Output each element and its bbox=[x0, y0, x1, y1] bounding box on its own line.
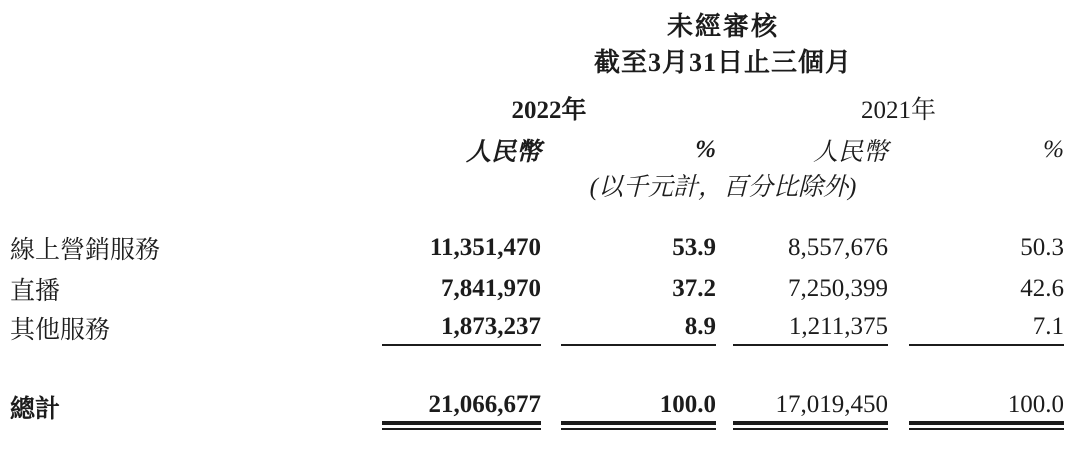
table-row bbox=[0, 227, 1080, 268]
row-label: 其他服務 bbox=[10, 317, 111, 344]
total-pct-2022-value: 100.0 bbox=[561, 389, 716, 425]
total-rmb-2021-value: 17,019,450 bbox=[733, 389, 888, 425]
pct-2021-value: 50.3 bbox=[1020, 233, 1064, 261]
pct-2022-value: 37.2 bbox=[672, 275, 716, 302]
rmb-2022-value: 11,351,470 bbox=[429, 233, 541, 261]
period-row bbox=[0, 42, 1080, 76]
table-header bbox=[0, 6, 1080, 41]
year-header-row bbox=[0, 90, 1080, 124]
financial-statement-table bbox=[0, 6, 1080, 450]
pct-2022-value: 53.9 bbox=[672, 233, 716, 261]
pct-2022-value: 8.9 bbox=[561, 310, 716, 346]
currency-2022-header: 人民幣 bbox=[465, 139, 541, 166]
rmb-2021-value: 1,211,375 bbox=[733, 310, 888, 346]
rmb-2022-value: 7,841,970 bbox=[441, 275, 541, 302]
unaudited-label: 未經審核 bbox=[666, 12, 779, 41]
column-header-row bbox=[0, 132, 1080, 166]
percent-2022-header: % bbox=[695, 136, 716, 163]
percent-2021-header: % bbox=[1043, 136, 1064, 163]
total-pct-2021-value: 100.0 bbox=[909, 389, 1064, 425]
table-row bbox=[0, 310, 1080, 345]
currency-2021-header: 人民幣 bbox=[812, 139, 888, 166]
total-label: 總計 bbox=[10, 396, 61, 423]
table-row bbox=[0, 268, 1080, 310]
year-2021-header: 2021年 bbox=[860, 97, 936, 124]
total-row bbox=[0, 389, 1080, 423]
period-label: 截至3月31日止三個月 bbox=[593, 48, 852, 77]
rmb-2021-value: 7,250,399 bbox=[788, 275, 888, 302]
total-rmb-2022-value: 21,066,677 bbox=[382, 389, 541, 425]
year-2022-header: 2022年 bbox=[511, 97, 587, 124]
unit-note: (以千元計，百分比除外) bbox=[589, 174, 857, 201]
row-label: 直播 bbox=[10, 278, 61, 305]
row-label: 線上營銷服務 bbox=[10, 236, 161, 264]
rmb-2021-value: 8,557,676 bbox=[788, 233, 888, 261]
pct-2021-value: 42.6 bbox=[1020, 275, 1064, 302]
pct-2021-value: 7.1 bbox=[909, 310, 1064, 346]
rmb-2022-value: 1,873,237 bbox=[382, 310, 541, 346]
unit-note-row bbox=[0, 167, 1080, 199]
